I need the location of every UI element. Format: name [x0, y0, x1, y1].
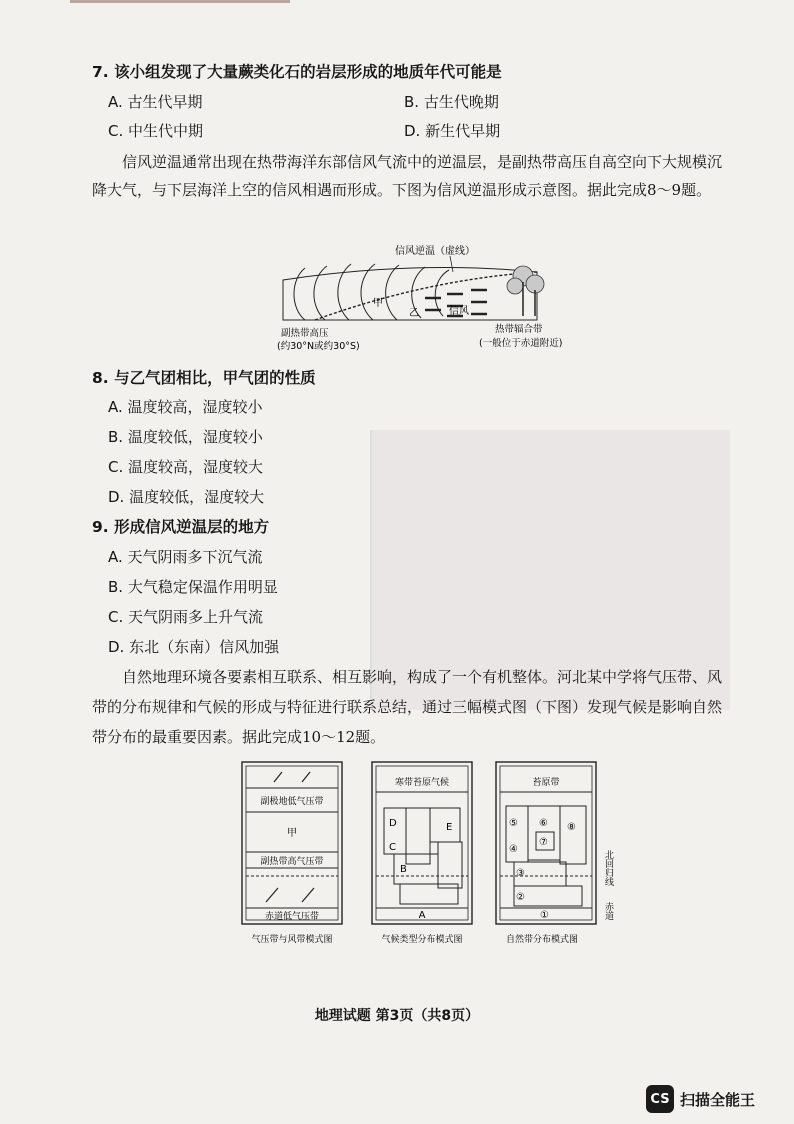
- zone-5-label: ⑤: [509, 818, 518, 829]
- camscanner-logo-icon: CS: [646, 1085, 674, 1113]
- q9-option-b[interactable]: B. 大气稳定保温作用明显: [108, 578, 278, 596]
- q8-option-a[interactable]: A. 温度较高，湿度较小: [108, 398, 263, 416]
- q7-stem: 7. 该小组发现了大量蕨类化石的岩层形成的地质年代可能是: [92, 63, 502, 81]
- subpolar-low-label: 副极地低气压带: [260, 797, 324, 807]
- trade-wind-inversion-diagram: [275, 240, 575, 356]
- top-edge-mark: [70, 0, 290, 3]
- q7-option-d[interactable]: D. 新生代早期: [404, 122, 501, 140]
- q8-option-b[interactable]: B. 温度较低，湿度较小: [108, 428, 263, 446]
- air-mass-yi-label: 乙: [409, 308, 419, 319]
- passage-natural-zones: 自然地理环境各要素相互联系、相互影响，构成了一个有机整体。河北某中学将气压带、风带的分布规律和气候的形成与特征进行联系总结，通过三幅模式图（下图）发现气候是影响自然带分布的最重要因素。据此完成10～12题。: [92, 668, 723, 746]
- equatorial-low-label: 赤道低气压带: [264, 912, 320, 922]
- zone-jia-label: 甲: [287, 828, 297, 839]
- climate-a-label: A: [418, 910, 426, 921]
- natural-zone-caption: 自然带分布模式图: [505, 935, 579, 945]
- q8-stem: 8. 与乙气团相比，甲气团的性质: [92, 369, 316, 387]
- tundra-zone-title: 苔原带: [532, 778, 560, 788]
- itcz-label: 热带辐合带: [495, 324, 543, 335]
- zone-1-label: ①: [540, 910, 549, 921]
- climate-type-panel: [372, 762, 472, 945]
- climate-e-label: E: [446, 822, 453, 833]
- subtropical-high-label: 副热带高压: [281, 328, 329, 339]
- zone-8-label: ⑧: [567, 822, 576, 833]
- zone-6-label: ⑥: [539, 818, 548, 829]
- itcz-location: (一般位于赤道附近): [479, 338, 563, 349]
- q9-option-a[interactable]: A. 天气阴雨多下沉气流: [108, 548, 263, 566]
- q8-option-d[interactable]: D. 温度较低，湿度较大: [108, 488, 265, 506]
- pressure-wind-panel: [242, 762, 342, 945]
- q9-stem: 9. 形成信风逆温层的地方: [92, 518, 270, 536]
- zone-2-label: ②: [516, 892, 525, 903]
- subtropical-high-belt-label: 副热带高气压带: [260, 857, 324, 867]
- climate-b-label: B: [400, 864, 407, 875]
- equator-label: 赤道: [603, 902, 613, 920]
- q8-option-c[interactable]: C. 温度较高，湿度较大: [108, 458, 264, 476]
- page-footer: 地理试题 第3页（共8页）: [314, 1008, 480, 1024]
- zone-7-label: ⑦: [539, 837, 548, 848]
- inversion-label: 信风逆温（虚线）: [395, 246, 475, 257]
- watermark-text: 扫描全能王: [680, 1090, 756, 1109]
- trade-wind-label: 信风: [449, 306, 469, 317]
- q9-option-c[interactable]: C. 天气阴雨多上升气流: [108, 608, 264, 626]
- tropic-of-cancer-label: 北回归线: [603, 850, 613, 886]
- subtropical-high-latitude: (约30°N或约30°S): [277, 341, 360, 352]
- natural-zone-panel: [496, 762, 614, 945]
- q9-option-d[interactable]: D. 东北（东南）信风加强: [108, 638, 280, 656]
- passage-trade-wind-inversion: 信风逆温通常出现在热带海洋东部信风气流中的逆温层，是副热带高压自高空向下大规模沉降大气，与下层海洋上空的信风相遇而形成。下图为信风逆温形成示意图。据此完成8～9题。: [92, 153, 723, 199]
- q7-option-a[interactable]: A. 古生代早期: [108, 93, 203, 111]
- climate-c-label: C: [389, 842, 396, 853]
- tundra-climate-title: 寒带苔原气候: [394, 778, 450, 788]
- air-mass-jia-label: 甲: [373, 298, 383, 309]
- pressure-wind-caption: 气压带与风带模式图: [251, 935, 333, 945]
- scanner-watermark: [646, 1085, 755, 1113]
- zone-3-label: ③: [516, 868, 525, 879]
- climate-d-label: D: [389, 818, 397, 829]
- three-model-diagrams: [236, 760, 626, 950]
- climate-type-caption: 气候类型分布模式图: [381, 935, 463, 945]
- q7-option-b[interactable]: B. 古生代晚期: [404, 93, 499, 111]
- q7-option-c[interactable]: C. 中生代中期: [108, 122, 204, 140]
- zone-4-label: ④: [509, 844, 518, 855]
